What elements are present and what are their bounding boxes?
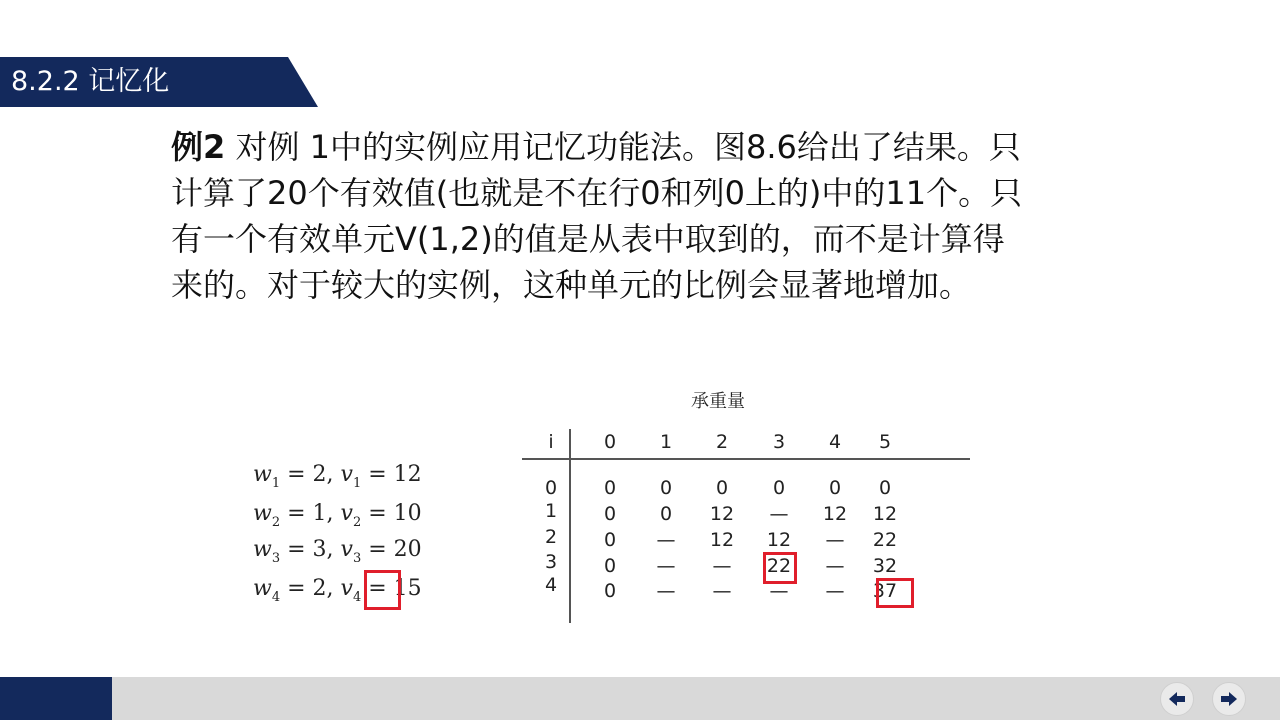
item-value: 15 [393,576,422,601]
table-corner-label: i [548,431,554,453]
table-cell: — [769,503,789,525]
item-value: 20 [393,537,422,562]
table-title: 承重量 [691,391,745,412]
highlight-box-v-3-3 [763,552,797,584]
table-row-divider [569,429,571,623]
table-cell: 0 [603,555,617,577]
column-header: 5 [878,431,892,453]
table-cell: — [825,529,845,551]
item-row: $w_2 = 1$, $v_2 = 10$ [253,501,422,530]
prev-slide-button[interactable] [1160,682,1194,716]
table-cell: 0 [603,529,617,551]
table-cell: — [656,555,676,577]
row-header: 2 [544,526,558,548]
column-header: 2 [715,431,729,453]
table-cell: 0 [828,477,842,499]
table-cell: 0 [603,503,617,525]
footer-bar [0,677,1280,720]
table-cell: 0 [603,477,617,499]
section-title: 8.2.2 记忆化 [11,66,170,97]
item-row: $w_4 = 2$, $v_4 = 15$ [253,576,422,605]
table-cell: — [656,529,676,551]
item-value: 12 [393,462,422,487]
row-header: 1 [544,500,558,522]
arrow-left-icon [1167,689,1187,709]
column-header: 4 [828,431,842,453]
table-cell: 32 [872,555,898,577]
item-row: $w_3 = 3$, $v_3 = 20$ [253,537,422,566]
table-cell: 22 [872,529,898,551]
next-slide-button[interactable] [1212,682,1246,716]
table-header-divider [522,458,970,460]
table-cell: 0 [772,477,786,499]
row-header: 4 [544,574,558,596]
table-cell: 0 [659,477,673,499]
table-cell: 0 [603,580,617,602]
example-text [171,124,1031,308]
table-cell: 0 [878,477,892,499]
row-header: 0 [544,477,558,499]
table-cell: 12 [709,529,735,551]
arrow-right-icon [1219,689,1239,709]
footer-accent-block [0,677,112,720]
table-cell: 22 [766,555,792,577]
table-cell: — [825,580,845,602]
table-cell: — [769,580,789,602]
table-cell: 12 [822,503,848,525]
column-header: 1 [659,431,673,453]
highlight-box-v-4-5 [876,578,914,608]
column-header: 3 [772,431,786,453]
column-header: 0 [603,431,617,453]
table-cell: — [656,580,676,602]
highlight-box-item4-value [364,570,401,610]
table-cell: — [712,555,732,577]
table-cell: 37 [872,580,898,602]
table-cell: 0 [715,477,729,499]
example-body: 对例 1中的实例应用记忆功能法。图8.6给出了结果。只计算了20个有效值(也就是不在行0和列0上的)中的11个。只有一个有效单元V(1,2)的值是从表中取到的，而不是计算得来的。对于较大的实例，这种单元的比例会显著地增加。 [171,128,1023,304]
table-cell: — [825,555,845,577]
example-tag: 例2 [171,128,226,166]
row-header: 3 [544,551,558,573]
table-cell: 12 [709,503,735,525]
item-value: 10 [393,501,422,526]
table-cell: — [712,580,732,602]
table-cell: 0 [659,503,673,525]
table-cell: 12 [766,529,792,551]
table-cell: 12 [872,503,898,525]
item-row: $w_1 = 2$, $v_1 = 12$ [253,462,422,491]
